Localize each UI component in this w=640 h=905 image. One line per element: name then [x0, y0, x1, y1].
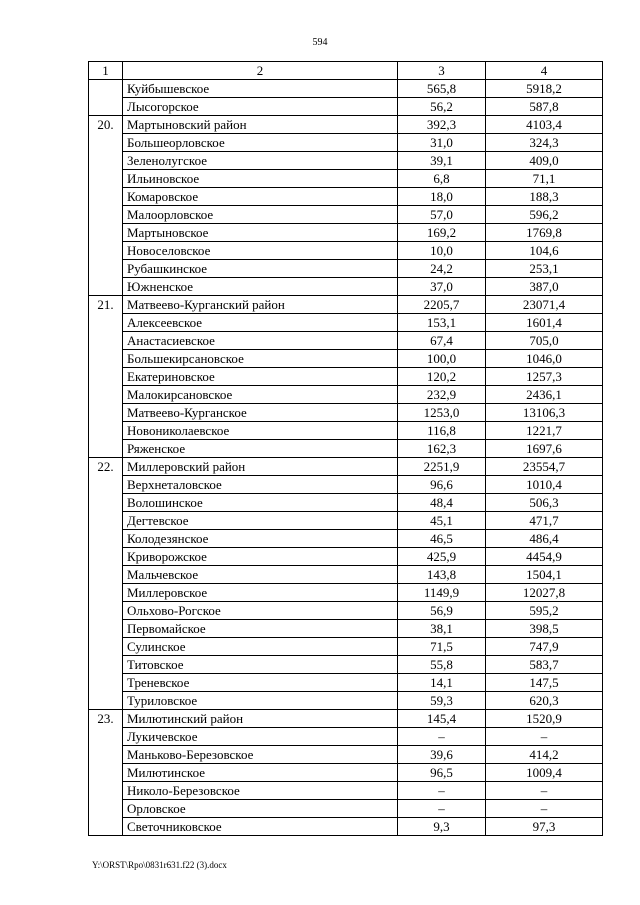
table-row	[89, 188, 603, 206]
row-col3-value: 565,8	[398, 80, 486, 98]
row-col3-value: 31,0	[398, 134, 486, 152]
row-index	[89, 548, 123, 566]
row-col3-value: 6,8	[398, 170, 486, 188]
table-row	[89, 692, 603, 710]
row-col4-value: 1504,1	[486, 566, 603, 584]
row-col4-value: 583,7	[486, 656, 603, 674]
row-col4-value: 188,3	[486, 188, 603, 206]
row-col3-value: 38,1	[398, 620, 486, 638]
row-col3-value: 14,1	[398, 674, 486, 692]
row-index	[89, 746, 123, 764]
row-col3-value: 143,8	[398, 566, 486, 584]
row-name: Колодезянское	[123, 530, 398, 548]
row-col3-value: 232,9	[398, 386, 486, 404]
row-name: Матвеево-Курганское	[123, 404, 398, 422]
table-row	[89, 116, 603, 134]
row-index	[89, 494, 123, 512]
row-col3-value: 9,3	[398, 818, 486, 836]
row-col3-value: 162,3	[398, 440, 486, 458]
row-col3-value: 120,2	[398, 368, 486, 386]
row-col3-value: 2205,7	[398, 296, 486, 314]
table-row	[89, 656, 603, 674]
row-name: Орловское	[123, 800, 398, 818]
row-index: 23.	[89, 710, 123, 728]
row-col3-value: 48,4	[398, 494, 486, 512]
row-name: Треневское	[123, 674, 398, 692]
row-col3-value: –	[398, 800, 486, 818]
table-row	[89, 260, 603, 278]
row-col3-value: 2251,9	[398, 458, 486, 476]
row-name: Милютинское	[123, 764, 398, 782]
row-col3-value: 39,6	[398, 746, 486, 764]
row-col4-value: 506,3	[486, 494, 603, 512]
row-col3-value: 39,1	[398, 152, 486, 170]
table-row	[89, 170, 603, 188]
row-col4-value: 4454,9	[486, 548, 603, 566]
row-col3-value: –	[398, 782, 486, 800]
table-row	[89, 224, 603, 242]
row-index	[89, 80, 123, 98]
row-col3-value: 45,1	[398, 512, 486, 530]
row-col3-value: 392,3	[398, 116, 486, 134]
row-col3-value: 96,5	[398, 764, 486, 782]
row-col3-value: 96,6	[398, 476, 486, 494]
row-index: 20.	[89, 116, 123, 134]
row-name: Сулинское	[123, 638, 398, 656]
header-col-1: 1	[89, 62, 123, 80]
row-index	[89, 98, 123, 116]
row-col4-value: 23071,4	[486, 296, 603, 314]
row-col3-value: 59,3	[398, 692, 486, 710]
row-col4-value: 1221,7	[486, 422, 603, 440]
row-index	[89, 368, 123, 386]
table-row	[89, 314, 603, 332]
row-index	[89, 242, 123, 260]
row-index	[89, 818, 123, 836]
row-col3-value: 116,8	[398, 422, 486, 440]
row-name: Первомайское	[123, 620, 398, 638]
row-col4-value: 1601,4	[486, 314, 603, 332]
row-name: Екатериновское	[123, 368, 398, 386]
page-number: 594	[312, 37, 328, 48]
table-row	[89, 134, 603, 152]
row-index	[89, 566, 123, 584]
row-name: Большекирсановское	[123, 350, 398, 368]
file-path-footer: Y:\ORST\Rpo\0831r631.f22 (3).docx	[92, 860, 227, 870]
table-row	[89, 674, 603, 692]
table-row	[89, 368, 603, 386]
row-index	[89, 170, 123, 188]
table-row	[89, 476, 603, 494]
row-col4-value: 587,8	[486, 98, 603, 116]
row-col4-value: 409,0	[486, 152, 603, 170]
row-col4-value: 71,1	[486, 170, 603, 188]
row-col3-value: 1149,9	[398, 584, 486, 602]
row-col3-value: 56,9	[398, 602, 486, 620]
table-row	[89, 422, 603, 440]
header-col-2: 2	[123, 62, 398, 80]
table-row	[89, 602, 603, 620]
row-col4-value: 471,7	[486, 512, 603, 530]
table-row	[89, 296, 603, 314]
table-row	[89, 566, 603, 584]
row-name: Рубашкинское	[123, 260, 398, 278]
row-name: Матвеево-Курганский район	[123, 296, 398, 314]
row-name: Южненское	[123, 278, 398, 296]
row-name: Ряженское	[123, 440, 398, 458]
row-index	[89, 314, 123, 332]
row-col3-value: 67,4	[398, 332, 486, 350]
row-name: Титовское	[123, 656, 398, 674]
row-name: Мальчевское	[123, 566, 398, 584]
row-col4-value: 1010,4	[486, 476, 603, 494]
row-col4-value: 387,0	[486, 278, 603, 296]
row-col3-value: 153,1	[398, 314, 486, 332]
row-name: Ильиновское	[123, 170, 398, 188]
row-index	[89, 512, 123, 530]
row-col4-value: 1769,8	[486, 224, 603, 242]
row-index: 22.	[89, 458, 123, 476]
row-col4-value: 414,2	[486, 746, 603, 764]
row-index	[89, 584, 123, 602]
row-index	[89, 422, 123, 440]
table-row	[89, 512, 603, 530]
row-col3-value: 10,0	[398, 242, 486, 260]
row-col4-value: 4103,4	[486, 116, 603, 134]
row-index: 21.	[89, 296, 123, 314]
table-row	[89, 350, 603, 368]
row-col4-value: 253,1	[486, 260, 603, 278]
header-col-3: 3	[398, 62, 486, 80]
row-col3-value: 24,2	[398, 260, 486, 278]
table-row	[89, 746, 603, 764]
row-col4-value: 705,0	[486, 332, 603, 350]
row-name: Зеленолугское	[123, 152, 398, 170]
row-col3-value: 100,0	[398, 350, 486, 368]
row-index	[89, 134, 123, 152]
row-col4-value: 97,3	[486, 818, 603, 836]
row-name: Комаровское	[123, 188, 398, 206]
table-row	[89, 638, 603, 656]
table-row	[89, 242, 603, 260]
row-index	[89, 440, 123, 458]
row-col4-value: 596,2	[486, 206, 603, 224]
row-index	[89, 530, 123, 548]
data-table	[88, 61, 603, 836]
row-index	[89, 764, 123, 782]
row-name: Миллеровский район	[123, 458, 398, 476]
row-index	[89, 386, 123, 404]
row-index	[89, 206, 123, 224]
row-name: Милютинский район	[123, 710, 398, 728]
table-row	[89, 728, 603, 746]
row-col4-value: 13106,3	[486, 404, 603, 422]
row-col4-value: 104,6	[486, 242, 603, 260]
table-row	[89, 278, 603, 296]
row-col3-value: 18,0	[398, 188, 486, 206]
row-col4-value: 1520,9	[486, 710, 603, 728]
row-name: Анастасиевское	[123, 332, 398, 350]
row-col4-value: 2436,1	[486, 386, 603, 404]
row-index	[89, 224, 123, 242]
row-col4-value: 595,2	[486, 602, 603, 620]
row-col4-value: –	[486, 800, 603, 818]
row-name: Дегтевское	[123, 512, 398, 530]
row-col4-value: 1046,0	[486, 350, 603, 368]
table-row	[89, 710, 603, 728]
row-index	[89, 188, 123, 206]
row-col3-value: 71,5	[398, 638, 486, 656]
table-row	[89, 206, 603, 224]
row-name: Криворожское	[123, 548, 398, 566]
row-name: Маньково-Березовское	[123, 746, 398, 764]
table-row	[89, 440, 603, 458]
row-name: Куйбышевское	[123, 80, 398, 98]
row-name: Лысогорское	[123, 98, 398, 116]
row-index	[89, 800, 123, 818]
table-row	[89, 332, 603, 350]
table-row	[89, 494, 603, 512]
table-row	[89, 782, 603, 800]
row-name: Миллеровское	[123, 584, 398, 602]
row-col3-value: –	[398, 728, 486, 746]
row-col3-value: 1253,0	[398, 404, 486, 422]
row-name: Светочниковское	[123, 818, 398, 836]
row-col4-value: –	[486, 782, 603, 800]
row-index	[89, 728, 123, 746]
table-row	[89, 800, 603, 818]
row-index	[89, 278, 123, 296]
row-col3-value: 46,5	[398, 530, 486, 548]
row-col4-value: 5918,2	[486, 80, 603, 98]
header-col-4: 4	[486, 62, 603, 80]
row-col3-value: 57,0	[398, 206, 486, 224]
row-index	[89, 656, 123, 674]
row-index	[89, 782, 123, 800]
row-col4-value: 1697,6	[486, 440, 603, 458]
row-index	[89, 476, 123, 494]
row-col3-value: 55,8	[398, 656, 486, 674]
table-row	[89, 152, 603, 170]
row-col3-value: 169,2	[398, 224, 486, 242]
row-col4-value: 324,3	[486, 134, 603, 152]
row-col4-value: –	[486, 728, 603, 746]
row-name: Мартыновский район	[123, 116, 398, 134]
row-index	[89, 332, 123, 350]
row-index	[89, 692, 123, 710]
row-name: Новоселовское	[123, 242, 398, 260]
row-index	[89, 350, 123, 368]
table-row	[89, 764, 603, 782]
row-index	[89, 404, 123, 422]
table-row	[89, 386, 603, 404]
row-name: Новониколаевское	[123, 422, 398, 440]
row-col3-value: 56,2	[398, 98, 486, 116]
row-col4-value: 486,4	[486, 530, 603, 548]
row-col4-value: 1009,4	[486, 764, 603, 782]
row-name: Ольхово-Рогское	[123, 602, 398, 620]
row-index	[89, 620, 123, 638]
table-row	[89, 80, 603, 98]
row-name: Верхнеталовское	[123, 476, 398, 494]
row-name: Алексеевское	[123, 314, 398, 332]
row-name: Николо-Березовское	[123, 782, 398, 800]
row-col4-value: 747,9	[486, 638, 603, 656]
row-name: Туриловское	[123, 692, 398, 710]
row-col4-value: 1257,3	[486, 368, 603, 386]
row-index	[89, 152, 123, 170]
table-row	[89, 548, 603, 566]
row-name: Мартыновское	[123, 224, 398, 242]
row-name: Большеорловское	[123, 134, 398, 152]
row-name: Лукичевское	[123, 728, 398, 746]
row-name: Малоорловское	[123, 206, 398, 224]
row-col3-value: 425,9	[398, 548, 486, 566]
row-index	[89, 638, 123, 656]
table-header-row	[89, 62, 603, 80]
table-row	[89, 620, 603, 638]
table-row	[89, 584, 603, 602]
row-name: Волошинское	[123, 494, 398, 512]
row-col4-value: 620,3	[486, 692, 603, 710]
row-col4-value: 147,5	[486, 674, 603, 692]
row-col3-value: 145,4	[398, 710, 486, 728]
table-row	[89, 818, 603, 836]
row-index	[89, 602, 123, 620]
row-index	[89, 674, 123, 692]
table-row	[89, 530, 603, 548]
row-name: Малокирсановское	[123, 386, 398, 404]
row-col4-value: 23554,7	[486, 458, 603, 476]
table-row	[89, 458, 603, 476]
row-col4-value: 398,5	[486, 620, 603, 638]
row-index	[89, 260, 123, 278]
row-col4-value: 12027,8	[486, 584, 603, 602]
row-col3-value: 37,0	[398, 278, 486, 296]
table-row	[89, 98, 603, 116]
table-row	[89, 404, 603, 422]
